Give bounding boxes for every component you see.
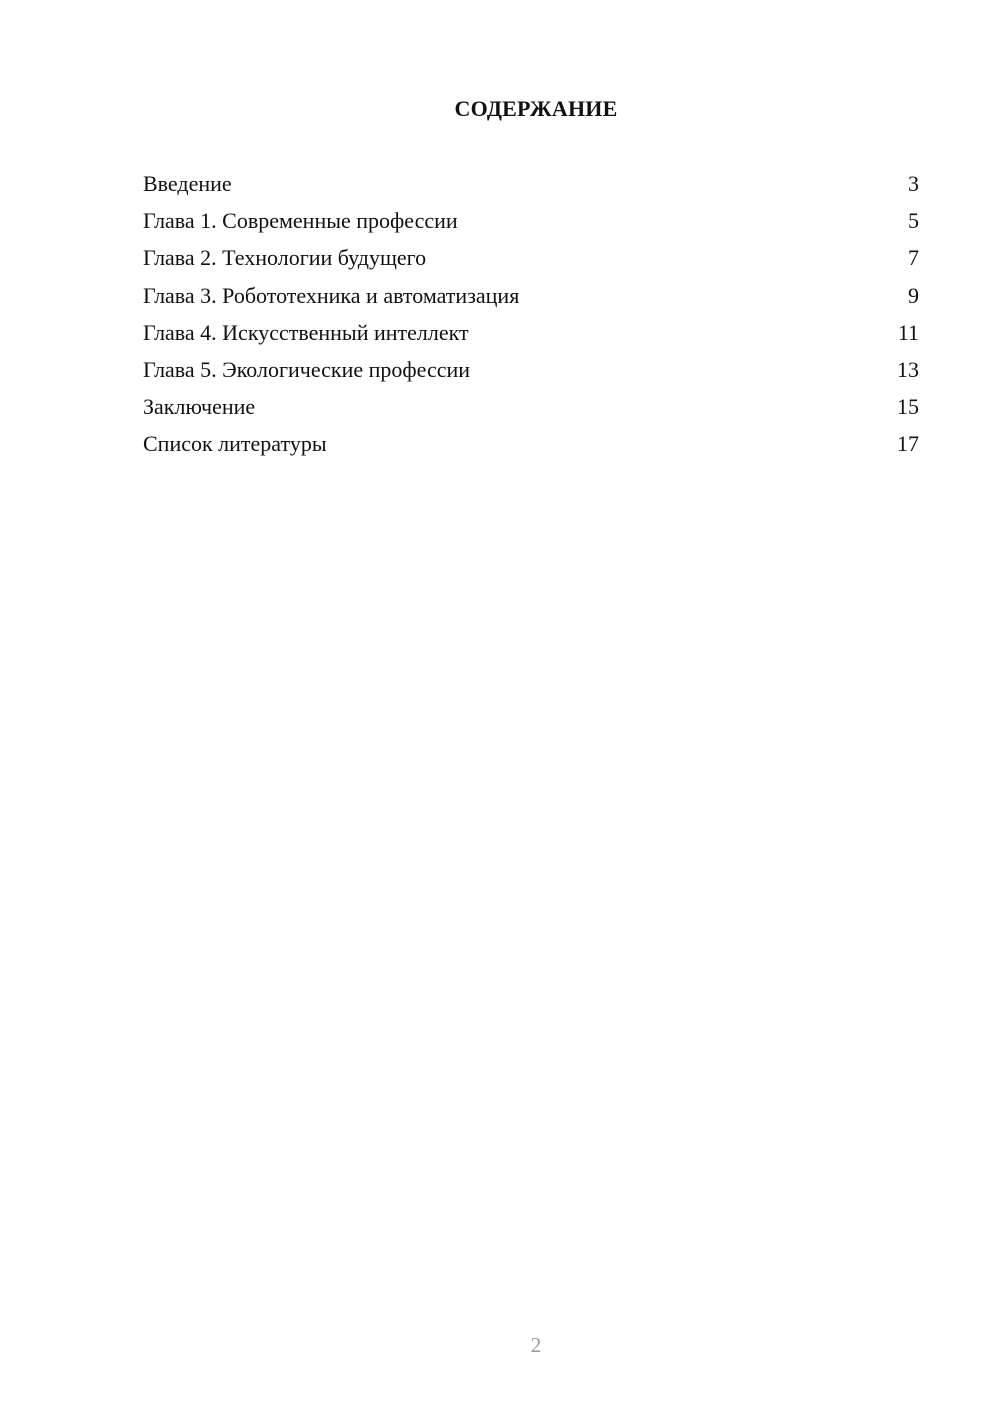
toc-entry <box>143 205 919 242</box>
toc-entry-page: 17 <box>897 431 919 457</box>
toc-entry-title: Введение <box>143 171 232 196</box>
toc-heading: СОДЕРЖАНИЕ <box>454 96 618 121</box>
toc-entry <box>143 280 919 317</box>
toc-entry <box>143 168 919 205</box>
toc-entry-page: 13 <box>897 356 919 382</box>
toc-entry-page: 3 <box>908 171 919 196</box>
toc-entry <box>143 391 919 428</box>
page-number: 2 <box>530 1333 542 1357</box>
toc-entry-title: Глава 5. Экологические профессии <box>143 356 471 382</box>
toc-entry <box>143 354 919 391</box>
toc-entry <box>143 317 919 354</box>
table-of-contents <box>143 168 919 466</box>
toc-entry-page: 11 <box>897 319 919 345</box>
toc-entry-title: Глава 2. Технологии будущего <box>143 245 427 271</box>
toc-entry-title: Глава 1. Современные профессии <box>143 208 458 234</box>
toc-entry-page: 5 <box>908 208 919 234</box>
toc-entry <box>143 428 919 465</box>
toc-entry-title: Глава 3. Робототехника и автоматизация <box>143 282 520 308</box>
toc-entry-title: Заключение <box>143 394 256 420</box>
toc-entry-page: 15 <box>897 394 919 420</box>
toc-entry-title: Глава 4. Искусственный интеллект <box>143 319 469 345</box>
toc-entry-title: Список литературы <box>143 431 327 457</box>
toc-entry <box>143 242 919 279</box>
toc-entry-page: 9 <box>908 282 919 308</box>
toc-entry-page: 7 <box>908 245 919 271</box>
